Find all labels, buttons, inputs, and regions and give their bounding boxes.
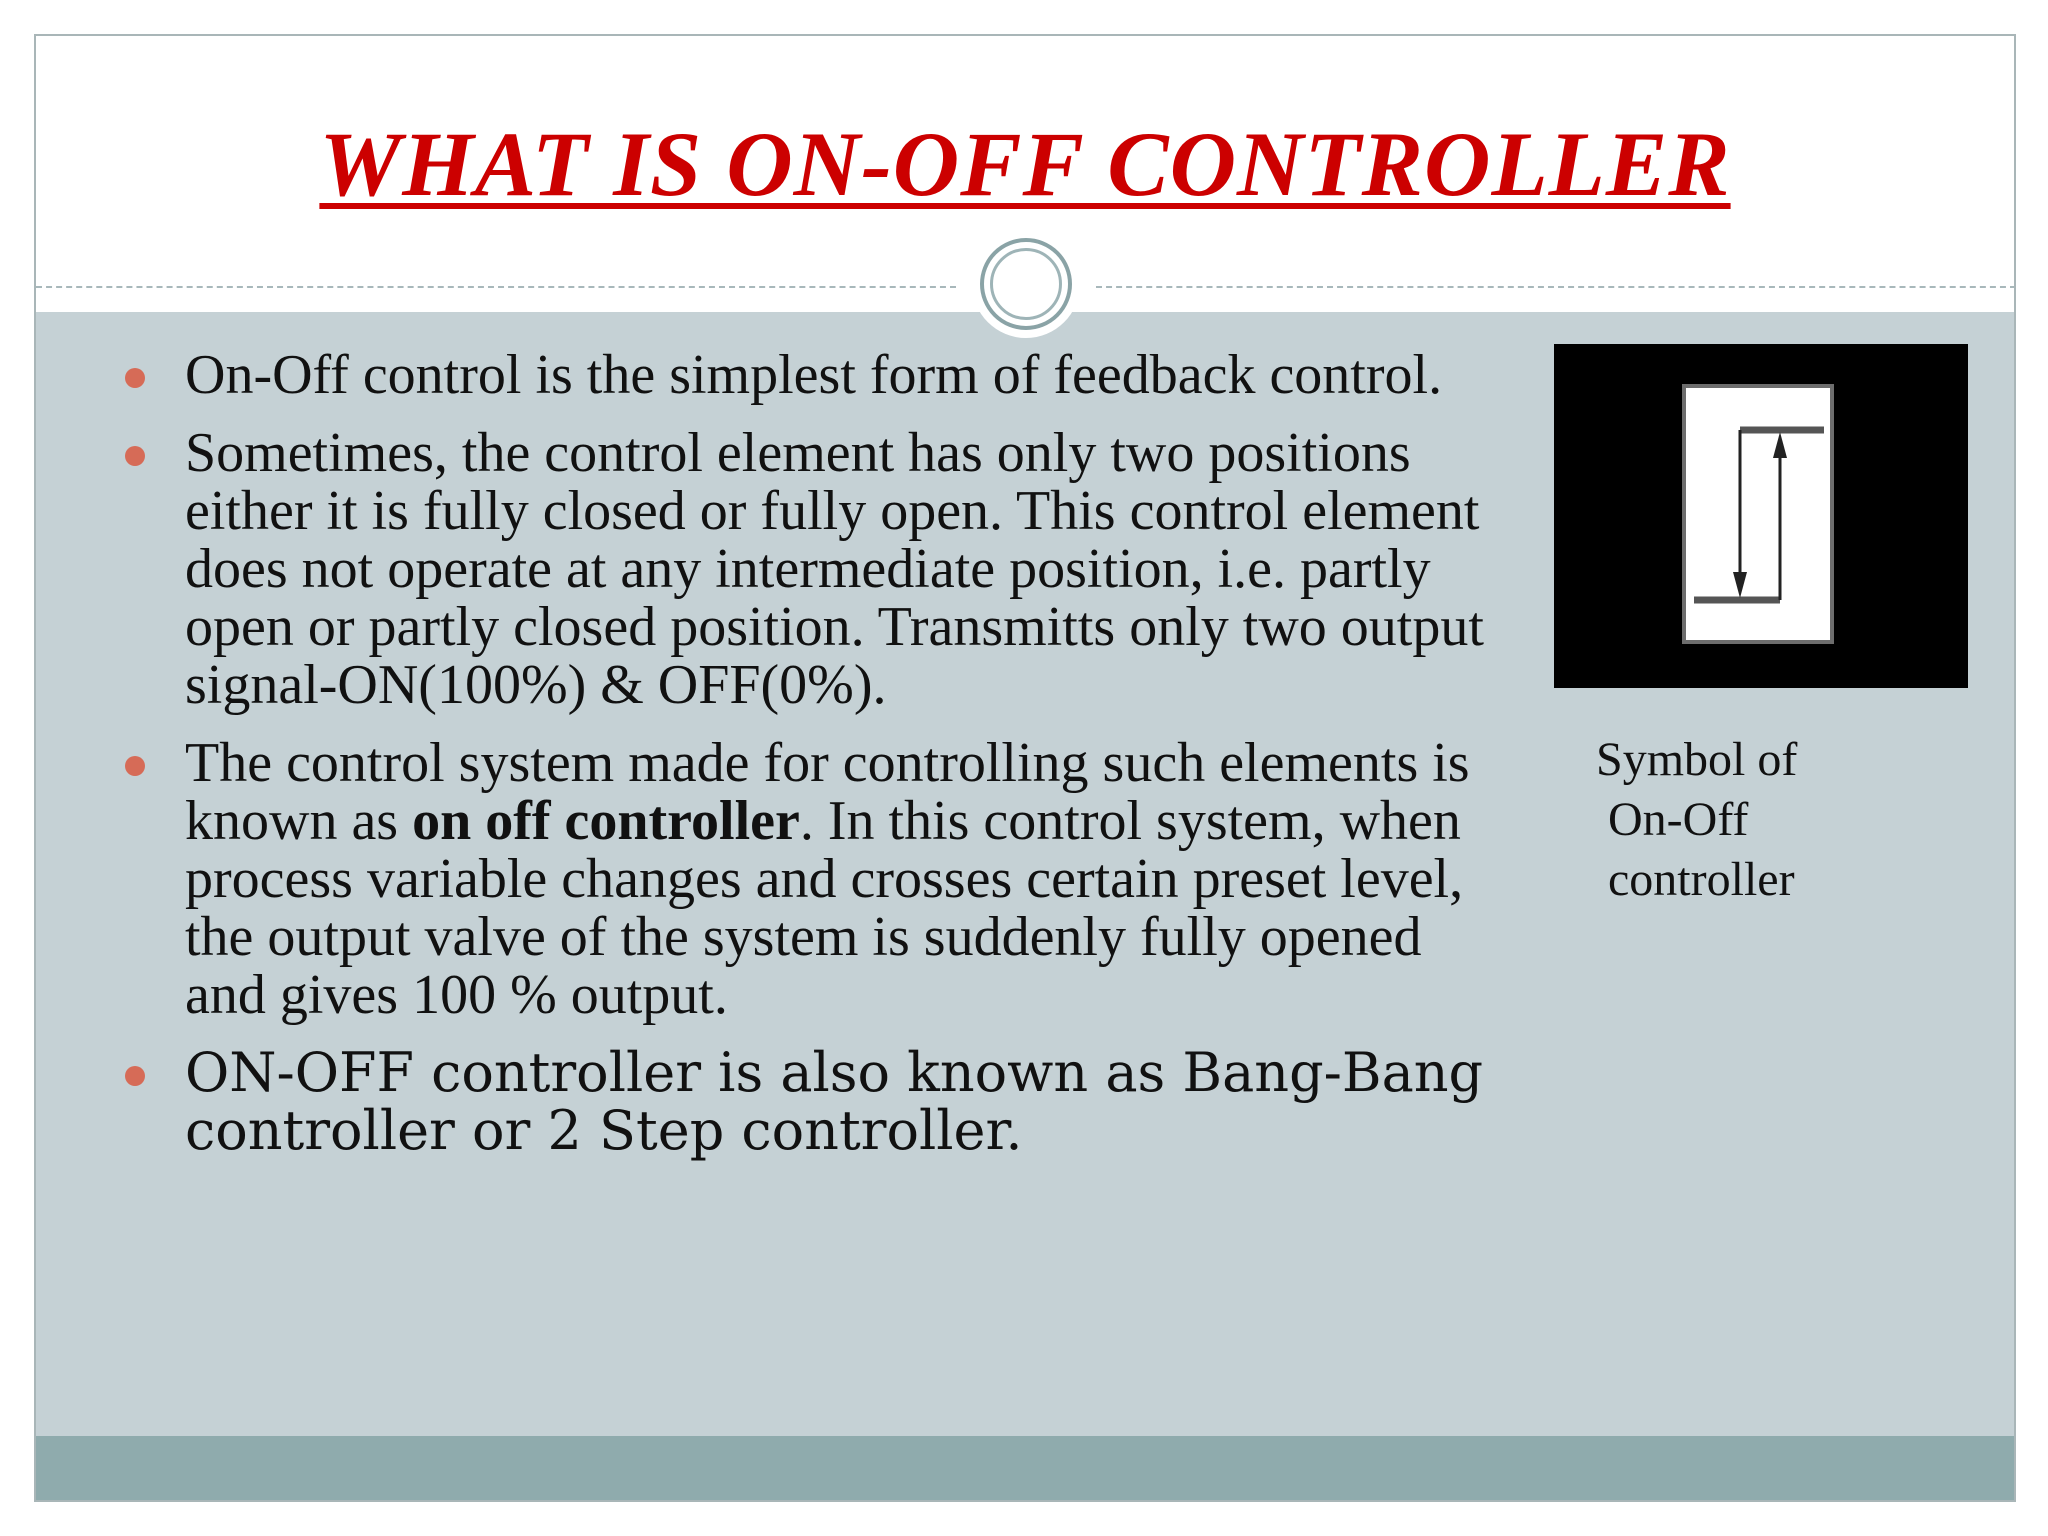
bullet-icon: [125, 756, 145, 776]
on-off-controller-symbol-icon: [1554, 344, 1968, 688]
bullet-item-3: [91, 734, 1491, 1024]
slide: [34, 34, 2016, 1502]
bullet-item-2: [91, 424, 1491, 714]
bullet-item-4: [91, 1041, 1491, 1162]
bullet-text-3-bold: on off controller: [412, 790, 800, 852]
caption-line-1: Symbol of: [1596, 733, 1798, 786]
on-off-controller-symbol: [1554, 344, 1968, 688]
bullet-text-4: ON-OFF controller is also known as Bang-Bang controller or 2 Step controller.: [185, 1041, 1484, 1162]
divider-line-left: [36, 286, 956, 288]
bullet-text-1: On-Off control is the simplest form of feedback control.: [185, 344, 1443, 406]
bullet-item-1: [91, 346, 1491, 404]
symbol-caption: [1596, 730, 1926, 910]
bullet-text-2: Sometimes, the control element has only two positions either it is fully closed or fully open. This control element does not operate at any intermediate position, i.e. partly open or partly closed position. Transmitts only two output signal-ON(100%) & OFF(0%).: [185, 422, 1484, 716]
bullet-list: [91, 346, 1491, 1180]
ring-icon-core: [990, 248, 1062, 320]
bullet-icon: [125, 446, 145, 466]
bullet-icon: [125, 368, 145, 388]
bullet-text-3-before: The control system made for controlling such elements is known as: [185, 732, 1470, 852]
divider-line-right: [1096, 286, 2016, 288]
slide-title: WHAT IS ON-OFF CONTROLLER: [319, 113, 1731, 215]
caption-line-3: controller: [1596, 853, 1795, 906]
bullet-text-3-after: . In this control system, when process variable changes and crosses certain preset level, the output valve of the system is suddenly fully opened and gives 100 % output.: [185, 790, 1464, 1026]
footer-bar: [36, 1436, 2014, 1502]
caption-line-2: On-Off: [1596, 793, 1749, 846]
bullet-icon: [125, 1066, 145, 1086]
